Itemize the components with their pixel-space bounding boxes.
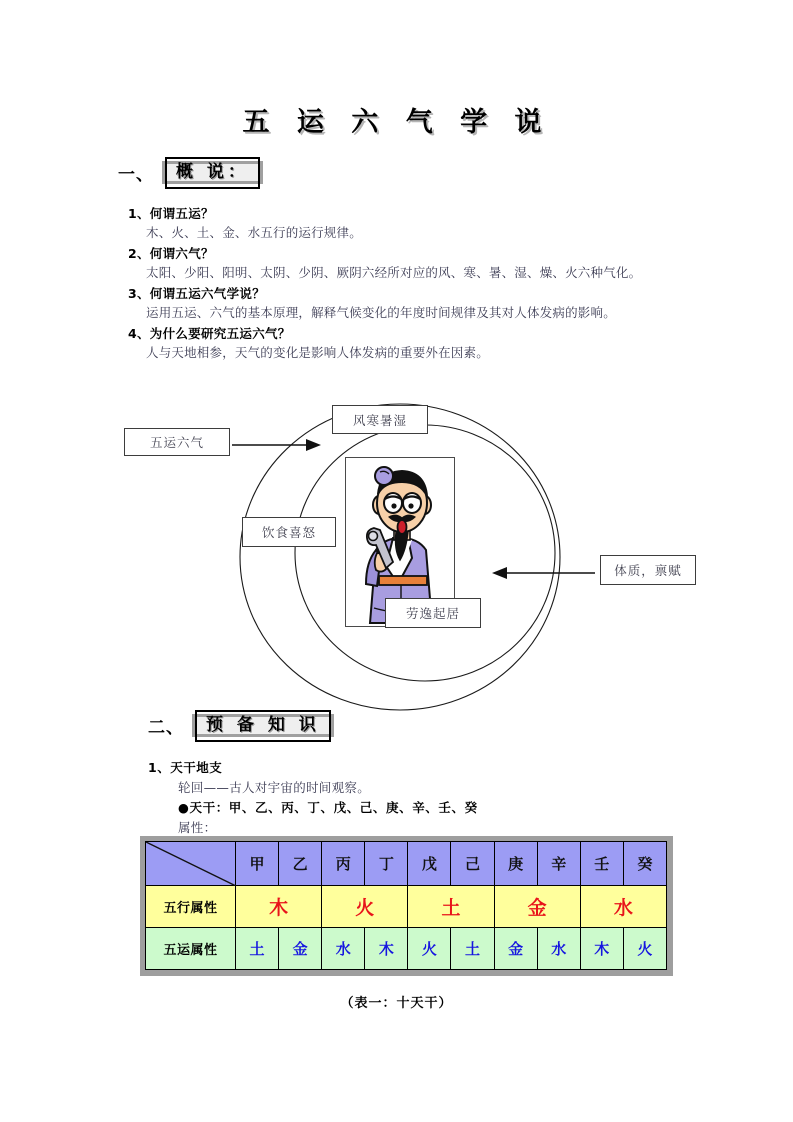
- qa-answer: 运用五运、六气的基本原理，解释气候变化的年度时间规律及其对人体发病的影响。: [146, 305, 616, 320]
- preliminary-item-title: 1、天干地支: [148, 760, 223, 775]
- section-title-box-1: [162, 161, 263, 184]
- table-cell-wuyun: 木: [580, 928, 623, 970]
- table-header-stem: 癸: [623, 842, 666, 886]
- qa-answer: 木、火、土、金、水五行的运行规律。: [146, 225, 362, 240]
- table-cell-wuyun: 火: [408, 928, 451, 970]
- table-header-stem: 甲: [236, 842, 279, 886]
- table-header-stem: 壬: [580, 842, 623, 886]
- table-cell-wuyun: 土: [236, 928, 279, 970]
- qa-answer: 太阳、少阳、阳明、太阴、少阴、厥阴六经所对应的风、寒、暑、湿、燥、火六种气化。: [146, 265, 642, 280]
- qa-answer: 人与天地相参，天气的变化是影响人体发病的重要外在因素。: [146, 345, 489, 360]
- table-header-stem: 戊: [408, 842, 451, 886]
- section-title-1: 概 说：: [165, 157, 260, 189]
- table-cell-wuyun: 水: [537, 928, 580, 970]
- section-title-box-2: [192, 714, 334, 737]
- diagram-label-constitution: 体质，禀赋: [600, 555, 696, 585]
- page-title: 五 运 六 气 学 说: [242, 107, 551, 138]
- table-cell-wuxing: 金: [494, 886, 580, 928]
- table-cell-wuyun: 金: [494, 928, 537, 970]
- table-cell-wuyun: 土: [451, 928, 494, 970]
- preliminary-cycle-line: 轮回——古人对宇宙的时间观察。: [178, 780, 371, 795]
- table-row-wuyun: [146, 928, 667, 970]
- influence-factors-diagram: [110, 395, 710, 720]
- table-header-stem: 乙: [279, 842, 322, 886]
- table-header-stem: 丁: [365, 842, 408, 886]
- diagram-label-climate: 风寒暑湿: [332, 405, 428, 434]
- table-cell-wuxing: 火: [322, 886, 408, 928]
- table-cell-wuxing: 土: [408, 886, 494, 928]
- table-cell-wuyun: 木: [365, 928, 408, 970]
- table-row-header: [146, 842, 667, 886]
- table-corner-cell: [146, 842, 236, 886]
- section-title-2: 预 备 知 识: [195, 710, 331, 742]
- arrow-head-right: [492, 567, 507, 579]
- table-header-stem: 庚: [494, 842, 537, 886]
- table-header-stem: 丙: [322, 842, 365, 886]
- section-number-2: 二、: [148, 718, 184, 738]
- table-cell-wuxing: 水: [580, 886, 666, 928]
- qa-question: 1、何谓五运？: [128, 206, 214, 221]
- arrow-head-left: [306, 439, 321, 451]
- table-cell-wuyun: 火: [623, 928, 666, 970]
- table-row-wuxing: [146, 886, 667, 928]
- diagram-label-external-factor: 五运六气: [124, 428, 230, 456]
- section-header-overview: [118, 160, 263, 185]
- table-caption: （表一：十天干）: [340, 996, 453, 1011]
- table-cell-wuyun: 金: [279, 928, 322, 970]
- qa-question: 4、为什么要研究五运六气？: [128, 326, 291, 341]
- qa-question: 3、何谓五运六气学说？: [128, 286, 265, 301]
- preliminary-stems-line: ●天干：甲、乙、丙、丁、戊、己、庚、辛、壬、癸: [178, 800, 478, 815]
- table-cell-wuxing: 木: [236, 886, 322, 928]
- diagram-label-labor-rest: 劳逸起居: [385, 598, 481, 628]
- diagonal-divider-icon: [146, 842, 236, 886]
- qa-question: 2、何谓六气？: [128, 246, 214, 261]
- table-row-label: 五运属性: [146, 928, 236, 970]
- preliminary-knowledge-block: [148, 758, 478, 838]
- section-header-preliminary: [148, 713, 334, 738]
- table-cell-wuyun: 水: [322, 928, 365, 970]
- stem-table: [145, 841, 667, 970]
- table-header-stem: 辛: [537, 842, 580, 886]
- stem-table-frame: [140, 836, 673, 976]
- table-header-stem: 己: [451, 842, 494, 886]
- table-row-label: 五行属性: [146, 886, 236, 928]
- overview-qa-list: [128, 204, 641, 364]
- section-number-1: 一、: [118, 165, 154, 185]
- preliminary-attribute-line: 属性：: [178, 820, 217, 835]
- diagram-label-diet-emotion: 饮食喜怒: [242, 517, 336, 547]
